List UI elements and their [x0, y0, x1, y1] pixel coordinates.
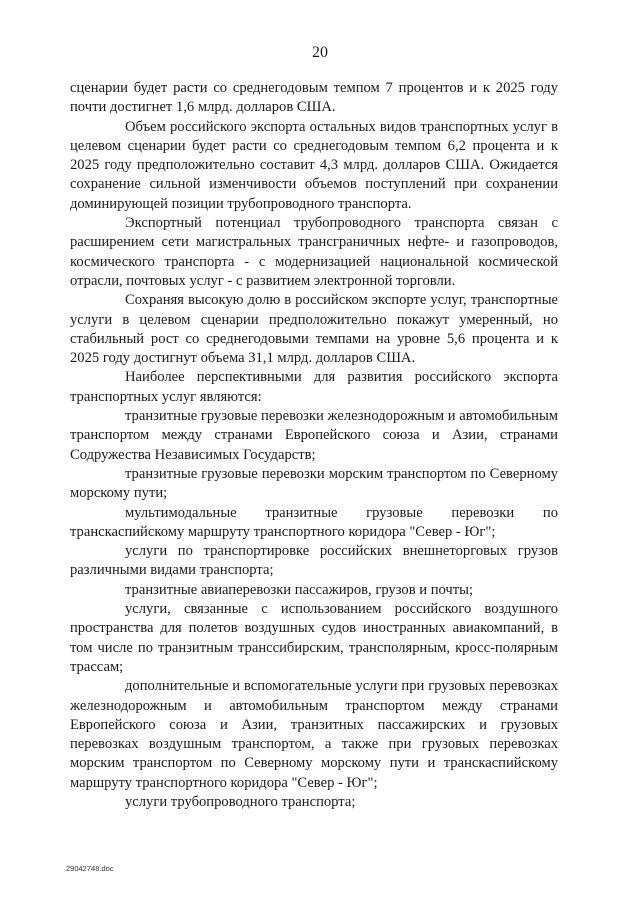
page-number: 20 [312, 44, 328, 61]
paragraph: Сохраняя высокую долю в российском экспорте услуг, транспортные услуги в целевом сценарии предположительно покажут умеренный, но стабильный рост со среднегодовыми темпами на уровне 5,6 процента и к 2025 году достигнут объема 31,1 млрд. долларов США. [70, 292, 558, 367]
document-body [70, 79, 558, 812]
list-item: транзитные грузовые перевозки железнодорожным и автомобильным транспортом между странами Европейского союза и Азии, странами Содружества Независимых Государств; [70, 408, 558, 463]
list-item: услуги, связанные с использованием российского воздушного пространства для полетов воздушных судов иностранных авиакомпаний, в том числе по транзитным транссибирским, трансполярным, кросс-полярным трассам; [70, 601, 558, 675]
footer-document-code: 29042748.doc [66, 864, 114, 873]
list-item: транзитные грузовые перевозки морским транспортом по Северному морскому пути; [70, 465, 558, 502]
list-item: мультимодальные транзитные грузовые перевозки по транскаспийскому маршруту транспортного коридора "Север - Юг"; [70, 504, 558, 540]
paragraph: Объем российского экспорта остальных видов транспортных услуг в целевом сценарии будет расти со среднегодовым темпом 6,2 процента и к 2025 году предположительно составит 4,3 млрд. долларов США. Ожидается сохранение сильной изменчивости объемов поступлений при сохранении доминирующей позиции трубопроводного транспорта. [70, 118, 558, 212]
list-item: транзитные авиаперевозки пассажиров, грузов и почты; [125, 581, 473, 598]
list-item: дополнительные и вспомогательные услуги при грузовых перевозках железнодорожным и автомобильным транспортом между странами Европейского союза и Азии, транзитных пассажирских и грузовых перевозках воздушным транспортом, а также при грузовых перевозках морским транспортом по Северному морскому пути и транскаспийскому маршруту транспортного коридора "Север - Юг"; [70, 678, 558, 791]
list-item: услуги трубопроводного транспорта; [125, 793, 356, 810]
list-item: услуги по транспортировке российских внешнеторговых грузов различными видами транспорта; [70, 543, 558, 579]
paragraph: сценарии будет расти со среднегодовым темпом 7 процентов и к 2025 году почти достигнет 1,6 млрд. долларов США. [70, 80, 558, 116]
paragraph: Экспортный потенциал трубопроводного транспорта связан с расширением сети магистральных трансграничных нефте- и газопроводов, космического транспорта - с модернизацией национальной космической отрасли, почтовых услуг - с развитием электронной торговли. [70, 215, 558, 289]
paragraph: Наиболее перспективными для развития российского экспорта транспортных услуг являются: [70, 369, 558, 405]
